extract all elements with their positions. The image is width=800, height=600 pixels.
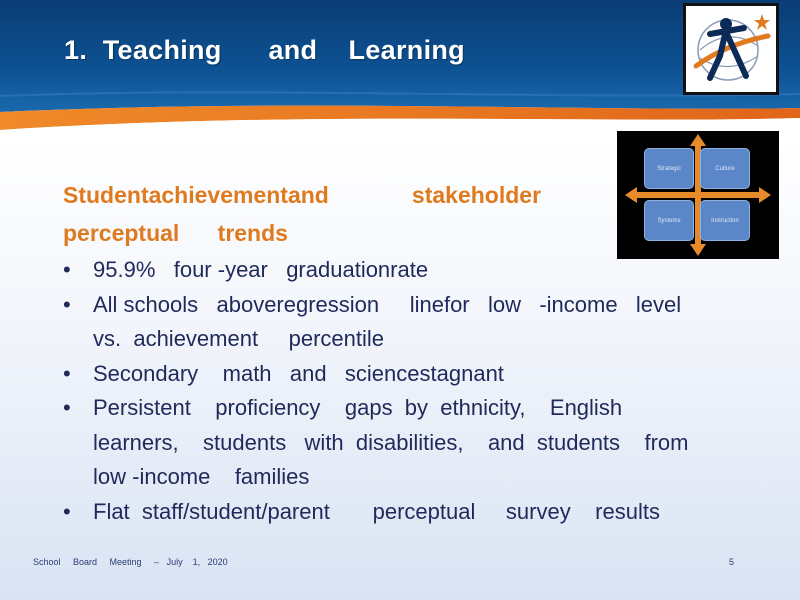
footer-text: School Board Meeting – July 1, 2020: [33, 557, 228, 567]
bullet-text: Flat staff/student/parent perceptual survey results: [93, 498, 660, 524]
bullet-glyph: •: [63, 291, 71, 317]
bullet-item: [63, 495, 723, 530]
bullet-item: [63, 253, 723, 288]
bullet-item: [63, 288, 723, 357]
subheading-line-2: perceptual trends: [63, 220, 288, 246]
header-wave-graphic: [0, 0, 800, 135]
bullet-text: Persistent proficiency gaps by ethnicity, English learners, students with disabilities, and students from low -income families: [93, 395, 689, 489]
bullet-text: Secondary math and sciencestagnant: [93, 360, 504, 386]
diagram-quadrant-culture: Culture: [700, 148, 750, 189]
logo: [683, 3, 779, 95]
bullet-glyph: •: [63, 498, 71, 524]
diagram-quadrant-instruction: Instruction: [700, 200, 750, 241]
bullet-text: 95.9% four -year graduationrate: [93, 257, 429, 282]
slide-title: 1. Teaching and Learning: [64, 35, 465, 65]
logo-graphic: [686, 6, 776, 92]
bullet-glyph: •: [63, 360, 71, 386]
header-band: [0, 0, 800, 135]
bullet-item: [63, 357, 723, 392]
bullet-text: All schools aboveregression linefor low -income level vs. achievement percentile: [93, 291, 682, 351]
diagram-quadrant-strategic: Strategic: [644, 148, 694, 189]
subheading: [63, 176, 541, 252]
bullet-item: [63, 391, 723, 495]
diagram-quadrant-systems: Systems: [644, 200, 694, 241]
bullet-glyph: •: [63, 395, 71, 420]
diagram-arrows: [617, 131, 779, 259]
framework-diagram: [617, 131, 779, 259]
subheading-line-1: Studentachievementand stakeholder: [63, 182, 542, 208]
page-number: 5: [729, 557, 735, 567]
bullet-glyph: •: [63, 257, 71, 282]
bullet-list: [63, 253, 723, 529]
